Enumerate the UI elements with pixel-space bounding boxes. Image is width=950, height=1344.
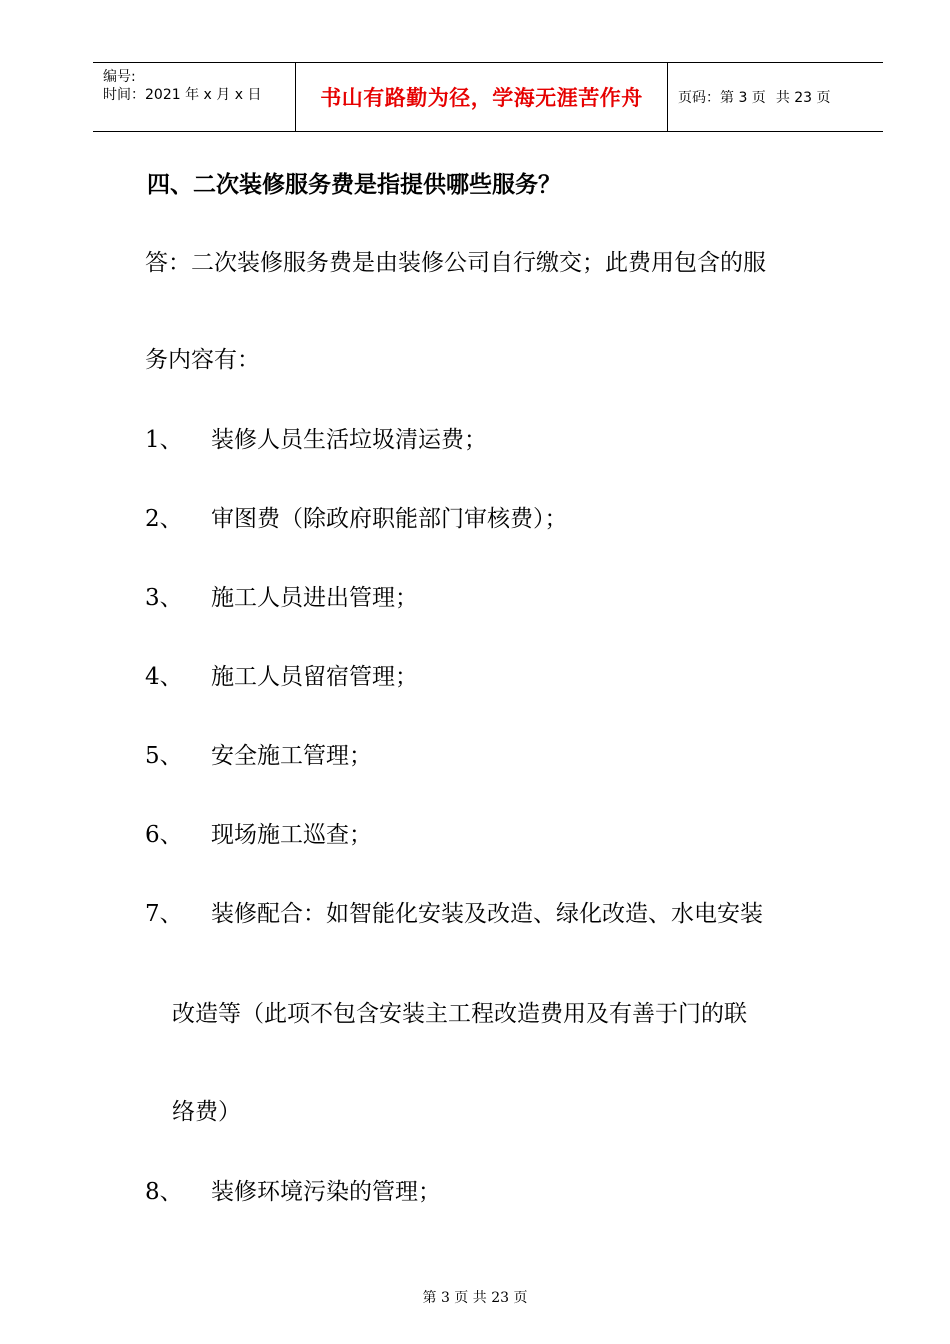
page-footer: 第 3 页 共 23 页 — [422, 1290, 528, 1306]
item-text: 施工人员进出管理； — [211, 585, 418, 611]
section-heading: 四、二次装修服务费是指提供哪些服务？ — [147, 172, 561, 198]
header-meta — [93, 63, 295, 131]
item-number: 3、 — [145, 585, 183, 611]
header-motto: 书山有路勤为径，学海无涯苦作舟 — [295, 63, 668, 131]
answer-line-2: 务内容有： — [145, 347, 260, 373]
item-number: 7、 — [145, 901, 183, 927]
total-label: 共 23 页 — [775, 90, 831, 106]
item-7-continued-line-1: 改造等（此项不包含安装主工程改造费用及有善于门的联 — [172, 1001, 747, 1027]
item-number: 5、 — [145, 743, 183, 769]
item-text: 装修配合：如智能化安装及改造、绿化改造、水电安装 — [211, 901, 763, 927]
page-header — [93, 62, 883, 132]
date-label: 时间：2021 年 x 月 x 日 — [103, 87, 262, 103]
item-number: 8、 — [145, 1179, 183, 1205]
item-text: 装修环境污染的管理； — [211, 1179, 441, 1205]
item-text: 安全施工管理； — [211, 743, 372, 769]
item-number: 1、 — [145, 427, 183, 453]
item-7-continued-line-2: 络费） — [172, 1099, 241, 1125]
item-text: 装修人员生活垃圾清运费； — [211, 427, 487, 453]
header-page-info — [668, 63, 883, 131]
page-label: 页码：第 3 页 — [678, 90, 766, 106]
item-number: 6、 — [145, 822, 183, 848]
item-number: 4、 — [145, 664, 183, 690]
item-text: 现场施工巡查； — [211, 822, 372, 848]
item-text: 施工人员留宿管理； — [211, 664, 418, 690]
answer-line-1: 答：二次装修服务费是由装修公司自行缴交；此费用包含的服 — [145, 250, 766, 276]
item-text: 审图费（除政府职能部门审核费）； — [211, 506, 568, 532]
item-number: 2、 — [145, 506, 183, 532]
code-label: 编号: — [103, 69, 136, 85]
